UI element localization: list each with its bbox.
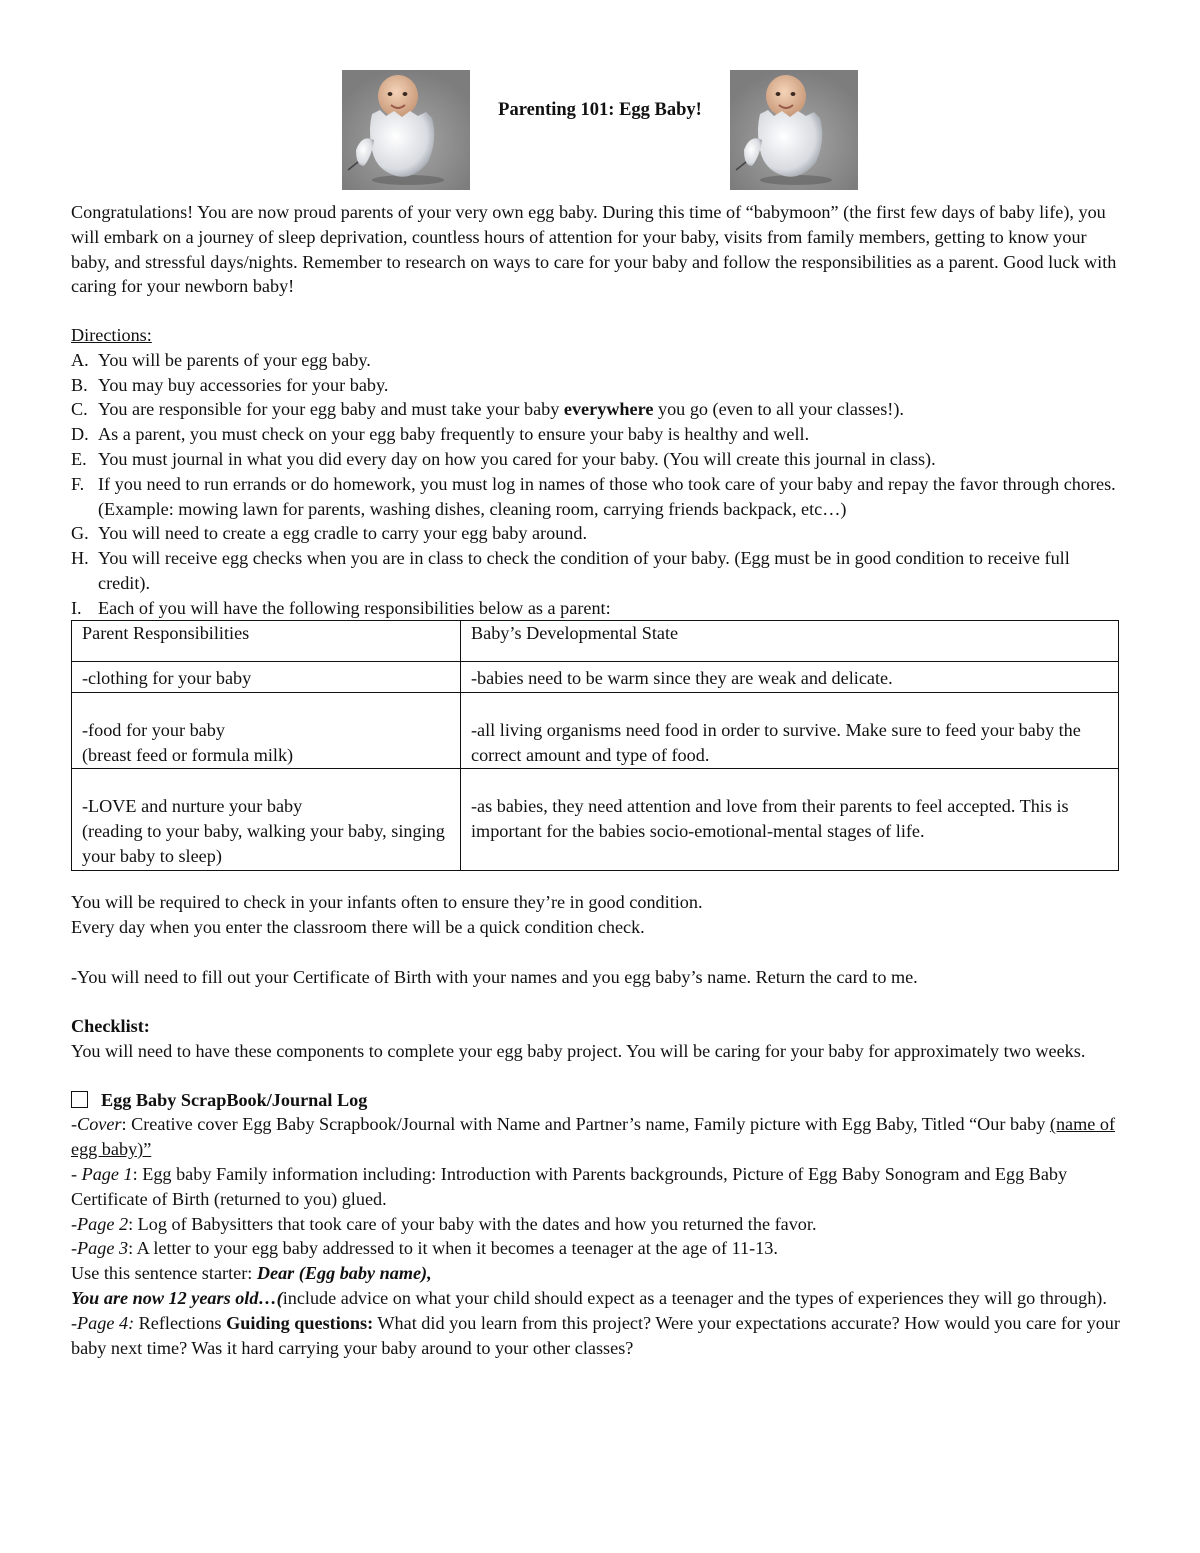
starter-text: Use this sentence starter:: [71, 1263, 257, 1284]
direction-text-bold: everywhere: [563, 399, 654, 420]
direction-letter: G.: [71, 523, 89, 544]
egg-baby-image-left: [342, 70, 470, 190]
page4-rest: What did you learn from this project? Were your expectations accurate? How would you care for your baby next time? Was it hard carrying your baby around to your other classes?: [71, 1312, 1120, 1358]
checklist-title: Checklist:: [71, 1016, 150, 1036]
header: [342, 70, 860, 190]
intro-paragraph: Congratulations! You are now proud parents of your very own egg baby. During this time of “babymoon” (the first few days of baby life), you will embark on a journey of sleep deprivation, countless hours of attention for your baby, visits from family members, getting to know your baby, and stressful days/nights. Remember to research on ways to care for your baby and follow the responsibilities as a parent. Good luck with caring for your newborn baby!: [71, 202, 1117, 297]
column-header: Parent Responsibilities: [72, 621, 461, 662]
responsibilities-table: [71, 620, 1119, 871]
starter2-line: [71, 1286, 1121, 1311]
column-header: Baby’s Developmental State: [461, 621, 1119, 662]
page2-text: : Log of Babysitters that took care of your baby with the dates and how you returned the favor.: [128, 1213, 817, 1234]
cover-line: [71, 1112, 1121, 1162]
direction-item: [71, 521, 1121, 546]
direction-letter: E.: [71, 448, 87, 469]
page4-label: -Page 4:: [71, 1312, 135, 1333]
page1-label: - Page 1: [71, 1163, 133, 1184]
cell-text: -clothing for your baby: [82, 668, 252, 688]
direction-text: If you need to run errands or do homework, you must log in names of those who took care of your baby and repay the favor through chores. (Example: mowing lawn for parents, washing dishes, cleaning room, carrying friends backpack, etc…): [98, 473, 1116, 519]
page3-line: [71, 1236, 1121, 1261]
starter-bold: Dear (Egg baby name),: [256, 1263, 432, 1284]
table-row: [72, 769, 1119, 870]
note-line: You will be required to check in your infants often to ensure they’re in good condition.: [71, 892, 703, 912]
direction-text: You will need to create a egg cradle to carry your egg baby around.: [98, 523, 588, 544]
table-cell: [461, 662, 1119, 693]
direction-item: [71, 373, 1121, 398]
directions-list: [71, 348, 1121, 621]
checklist-section: [71, 1014, 1121, 1360]
direction-text: [98, 397, 1121, 422]
cell-text: -all living organisms need food in order to survive. Make sure to feed your baby the correct amount and type of food.: [471, 719, 1081, 765]
starter2-text: include advice on what your child should expect as a teenager and the types of experiences they will go through).: [282, 1287, 1107, 1308]
direction-item: [71, 472, 1121, 522]
page-title: Parenting 101: Egg Baby!: [498, 100, 702, 120]
page2-label: -Page 2: [71, 1213, 129, 1234]
cover-underline: (name of egg baby)”: [71, 1114, 1116, 1160]
page4-bold: Guiding questions:: [226, 1312, 374, 1333]
starter-line: [71, 1261, 1121, 1286]
table-cell: [72, 692, 461, 769]
direction-text-pre: You are responsible for your egg baby and must take your baby: [98, 399, 564, 420]
page4-text: Reflections: [134, 1312, 227, 1333]
table-cell: [72, 769, 461, 870]
starter2-bold: You are now 12 years old…(: [71, 1287, 283, 1308]
direction-item: [71, 546, 1121, 596]
table-header-row: [72, 621, 1119, 662]
page2-line: [71, 1212, 1121, 1237]
table-row: [72, 662, 1119, 693]
cell-text: -as babies, they need attention and love from their parents to feel accepted. This is important for the babies socio-emotional-mental stages of life.: [471, 796, 1069, 842]
checklist-item: [71, 1088, 1121, 1113]
direction-letter: B.: [71, 374, 88, 395]
table-cell: [461, 769, 1119, 870]
cell-text: (reading to your baby, walking your baby, singing your baby to sleep): [82, 821, 445, 866]
table-cell: [72, 662, 461, 693]
checklist-item-title: Egg Baby ScrapBook/Journal Log: [101, 1089, 368, 1110]
page3-label: -Page 3: [71, 1238, 129, 1259]
direction-item: [71, 596, 1121, 621]
table-row: [72, 692, 1119, 769]
directions-section: [71, 323, 1121, 621]
cover-text: : Creative cover Egg Baby Scrapbook/Journal with Name and Partner’s name, Family picture with Egg Baby, Titled “Our baby: [121, 1114, 1050, 1135]
cover-label: -Cover: [71, 1114, 122, 1135]
table-cell: [461, 692, 1119, 769]
direction-item: [71, 447, 1121, 472]
checkbox[interactable]: [71, 1091, 88, 1108]
note-line: Every day when you enter the classroom there will be a quick condition check.: [71, 916, 645, 937]
condition-check-notes: [71, 890, 1121, 989]
direction-letter: D.: [71, 424, 89, 445]
direction-item: [71, 348, 1121, 373]
direction-text-post: you go (even to all your classes!).: [653, 399, 904, 420]
egg-baby-image-right: [730, 70, 858, 190]
direction-text: Each of you will have the following responsibilities below as a parent:: [98, 597, 611, 618]
direction-text: You will be parents of your egg baby.: [98, 349, 371, 370]
page1-text: : Egg baby Family information including: Introduction with Parents backgrounds, Picture of Egg Baby Sonogram and Egg Baby Certificate of Birth (returned to you) glued.: [71, 1163, 1068, 1209]
direction-letter: C.: [71, 399, 88, 420]
cell-text: -babies need to be warm since they are weak and delicate.: [471, 668, 893, 688]
direction-text: You will receive egg checks when you are in class to check the condition of your baby. (Egg must be in good condition to receive full credit).: [98, 548, 1070, 593]
cell-text: (breast feed or formula milk): [82, 744, 294, 765]
page3-text: : A letter to your egg baby addressed to it when it becomes a teenager at the age of 11-13.: [128, 1238, 778, 1259]
direction-text: You must journal in what you did every day on how you cared for your baby. (You will create this journal in class).: [98, 448, 936, 469]
checklist-intro: You will need to have these components to complete your egg baby project. You will be caring for your baby for approximately two weeks.: [71, 1040, 1086, 1061]
directions-title: Directions:: [71, 325, 152, 345]
direction-item: [71, 397, 1121, 422]
certificate-note: -You will need to fill out your Certificate of Birth with your names and you egg baby’s name. Return the card to me.: [71, 966, 918, 987]
direction-letter: F.: [71, 473, 85, 494]
direction-text: As a parent, you must check on your egg baby frequently to ensure your baby is healthy and well.: [98, 424, 810, 445]
direction-letter: I.: [71, 597, 82, 618]
page1-line: [71, 1162, 1121, 1212]
cell-text: -food for your baby: [82, 719, 225, 740]
page4-line: [71, 1311, 1121, 1361]
cell-text: -LOVE and nurture your baby: [82, 796, 303, 817]
direction-item: [71, 422, 1121, 447]
direction-letter: H.: [71, 548, 89, 569]
direction-letter: A.: [71, 349, 89, 370]
direction-text: You may buy accessories for your baby.: [98, 374, 389, 395]
